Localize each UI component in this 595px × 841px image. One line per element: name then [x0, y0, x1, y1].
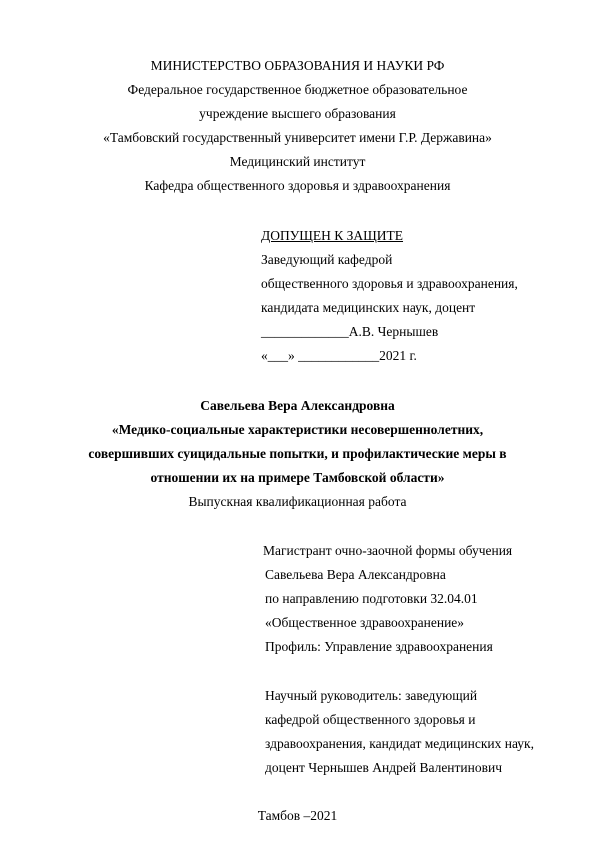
- approval-line: Заведующий кафедрой: [261, 252, 393, 267]
- supervisor-line: здравоохранения, кандидат медицинских наук,: [265, 736, 534, 751]
- approval-title: ДОПУЩЕН К ЗАЩИТЕ: [261, 228, 404, 243]
- supervisor-line: кафедрой общественного здоровья и: [265, 712, 476, 727]
- ministry-line: МИНИСТЕРСТВО ОБРАЗОВАНИЯ И НАУКИ РФ: [150, 58, 445, 73]
- approval-line: общественного здоровья и здравоохранения,: [261, 276, 518, 291]
- supervisor-line: доцент Чернышев Андрей Валентинович: [265, 760, 503, 775]
- supervisor-line: Научный руководитель: заведующий: [265, 688, 478, 703]
- thesis-title-line: «Медико-социальные характеристики несовершеннолетних,: [111, 422, 484, 437]
- approval-date-line: «___» ____________2021 г.: [261, 348, 417, 363]
- approval-line: кандидата медицинских наук, доцент: [261, 300, 476, 315]
- student-line: по направлению подготовки 32.04.01: [265, 591, 478, 606]
- approval-signature-line: _____________А.В. Чернышев: [261, 324, 439, 339]
- author-name: Савельева Вера Александровна: [200, 398, 395, 413]
- student-line: Савельева Вера Александровна: [265, 567, 446, 582]
- work-type: Выпускная квалификационная работа: [188, 494, 407, 509]
- institute-name: Медицинский институт: [229, 154, 366, 169]
- thesis-title-line: отношении их на примере Тамбовской области»: [150, 470, 445, 485]
- student-line: Магистрант очно-заочной формы обучения: [263, 543, 513, 558]
- university-name: «Тамбовский государственный университет имени Г.Р. Державина»: [103, 130, 492, 145]
- city-year: Тамбов –2021: [257, 808, 338, 823]
- thesis-title-line: совершивших суицидальные попытки, и профилактические меры в: [88, 446, 507, 461]
- department-name: Кафедра общественного здоровья и здравоохранения: [144, 178, 451, 193]
- institution-line-1: Федеральное государственное бюджетное образовательное: [127, 82, 468, 97]
- student-line: Профиль: Управление здравоохранения: [265, 639, 493, 654]
- institution-line-2: учреждение высшего образования: [199, 106, 396, 121]
- student-line: «Общественное здравоохранение»: [265, 615, 465, 630]
